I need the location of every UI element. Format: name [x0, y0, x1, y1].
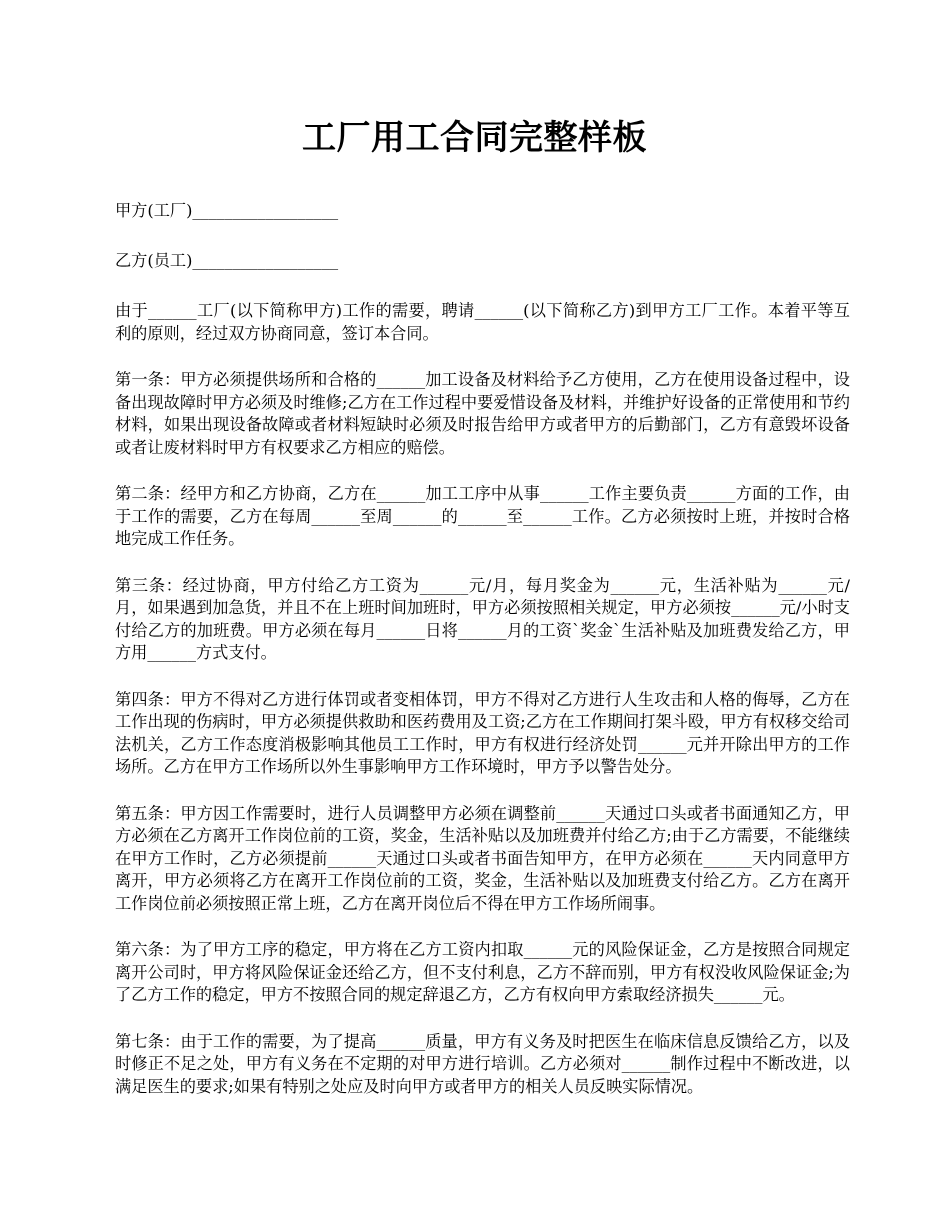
article-3: 第三条：经过协商，甲方付给乙方工资为______元/月，每月奖金为______元，生活补贴为______元/月，如果遇到加急货，并且不在上班时间加班时，甲方必须按照相关规定，甲方必须按______元/小时支付给乙方的加班费。甲方必须在每月______日将______月的工资`奖金`生活补贴及加班费发给乙方，甲方用______方式支付。: [115, 575, 850, 662]
contract-page: [115, 112, 850, 1122]
document-title: 工厂用工合同完整样板: [302, 118, 647, 158]
party-a-line: 甲方(工厂)__________________: [115, 201, 339, 220]
article-6: 第六条：为了甲方工序的稳定，甲方将在乙方工资内扣取______元的风险保证金，乙方是按照合同规定离开公司时，甲方将风险保证金还给乙方，但不支付利息，乙方不辞而别，甲方有权没收风险保证金;为了乙方工作的稳定，甲方不按照合同的规定辞退乙方，乙方有权向甲方索取经济损失______元。: [115, 940, 850, 1004]
article-7: 第七条：由于工作的需要，为了提高______质量，甲方有义务及时把医生在临床信息反馈给乙方，以及时修正不足之处，甲方有义务在不定期的对甲方进行培训。乙方必须对______制作过程中不断改进，以满足医生的要求;如果有特别之处应及时向甲方或者甲方的相关人员反映实际情况。: [115, 1031, 850, 1096]
article-2: 第二条：经甲方和乙方协商，乙方在______加工工序中从事______工作主要负责______方面的工作，由于工作的需要，乙方在每周______至周______的______至______工作。乙方必须按时上班，并按时合格地完成工作任务。: [115, 484, 850, 548]
intro-paragraph: 由于______工厂(以下简称甲方)工作的需要，聘请______(以下简称乙方)到甲方工厂工作。本着平等互利的原则，经过双方协商同意，签订本合同。: [115, 301, 850, 343]
article-4: 第四条：甲方不得对乙方进行体罚或者变相体罚，甲方不得对乙方进行人生攻击和人格的侮辱，乙方在工作出现的伤病时，甲方必须提供救助和医药费用及工资;乙方在工作期间打架斗殴，甲方有权移交给司法机关，乙方工作态度消极影响其他员工工作时，甲方有权进行经济处罚______元并开除出甲方的工作场所。乙方在甲方工作场所以外生事影响甲方工作环境时，甲方予以警告处分。: [115, 689, 850, 776]
article-5: 第五条：甲方因工作需要时，进行人员调整甲方必须在调整前______天通过口头或者书面通知乙方，甲方必须在乙方离开工作岗位前的工资，奖金，生活补贴以及加班费并付给乙方;由于乙方需要，不能继续在甲方工作时，乙方必须提前______天通过口头或者书面告知甲方，在甲方必须在______天内同意甲方离开，甲方必须将乙方在离开工作岗位前的工资，奖金，生活补贴以及加班费支付给乙方。乙方在离开工作岗位前必须按照正常上班，乙方在离开岗位后不得在甲方工作场所闹事。: [115, 803, 850, 913]
party-b-line: 乙方(员工)__________________: [115, 251, 339, 270]
article-1: 第一条：甲方必须提供场所和合格的______加工设备及材料给予乙方使用，乙方在使用设备过程中，设备出现故障时甲方必须及时维修;乙方在工作过程中要爱惜设备及材料，并维护好设备的正常使用和节约材料，如果出现设备故障或者材料短缺时必须及时报告给甲方或者甲方的后勤部门，乙方有意毁坏设备或者让废材料时甲方有权要求乙方相应的赔偿。: [115, 370, 850, 457]
